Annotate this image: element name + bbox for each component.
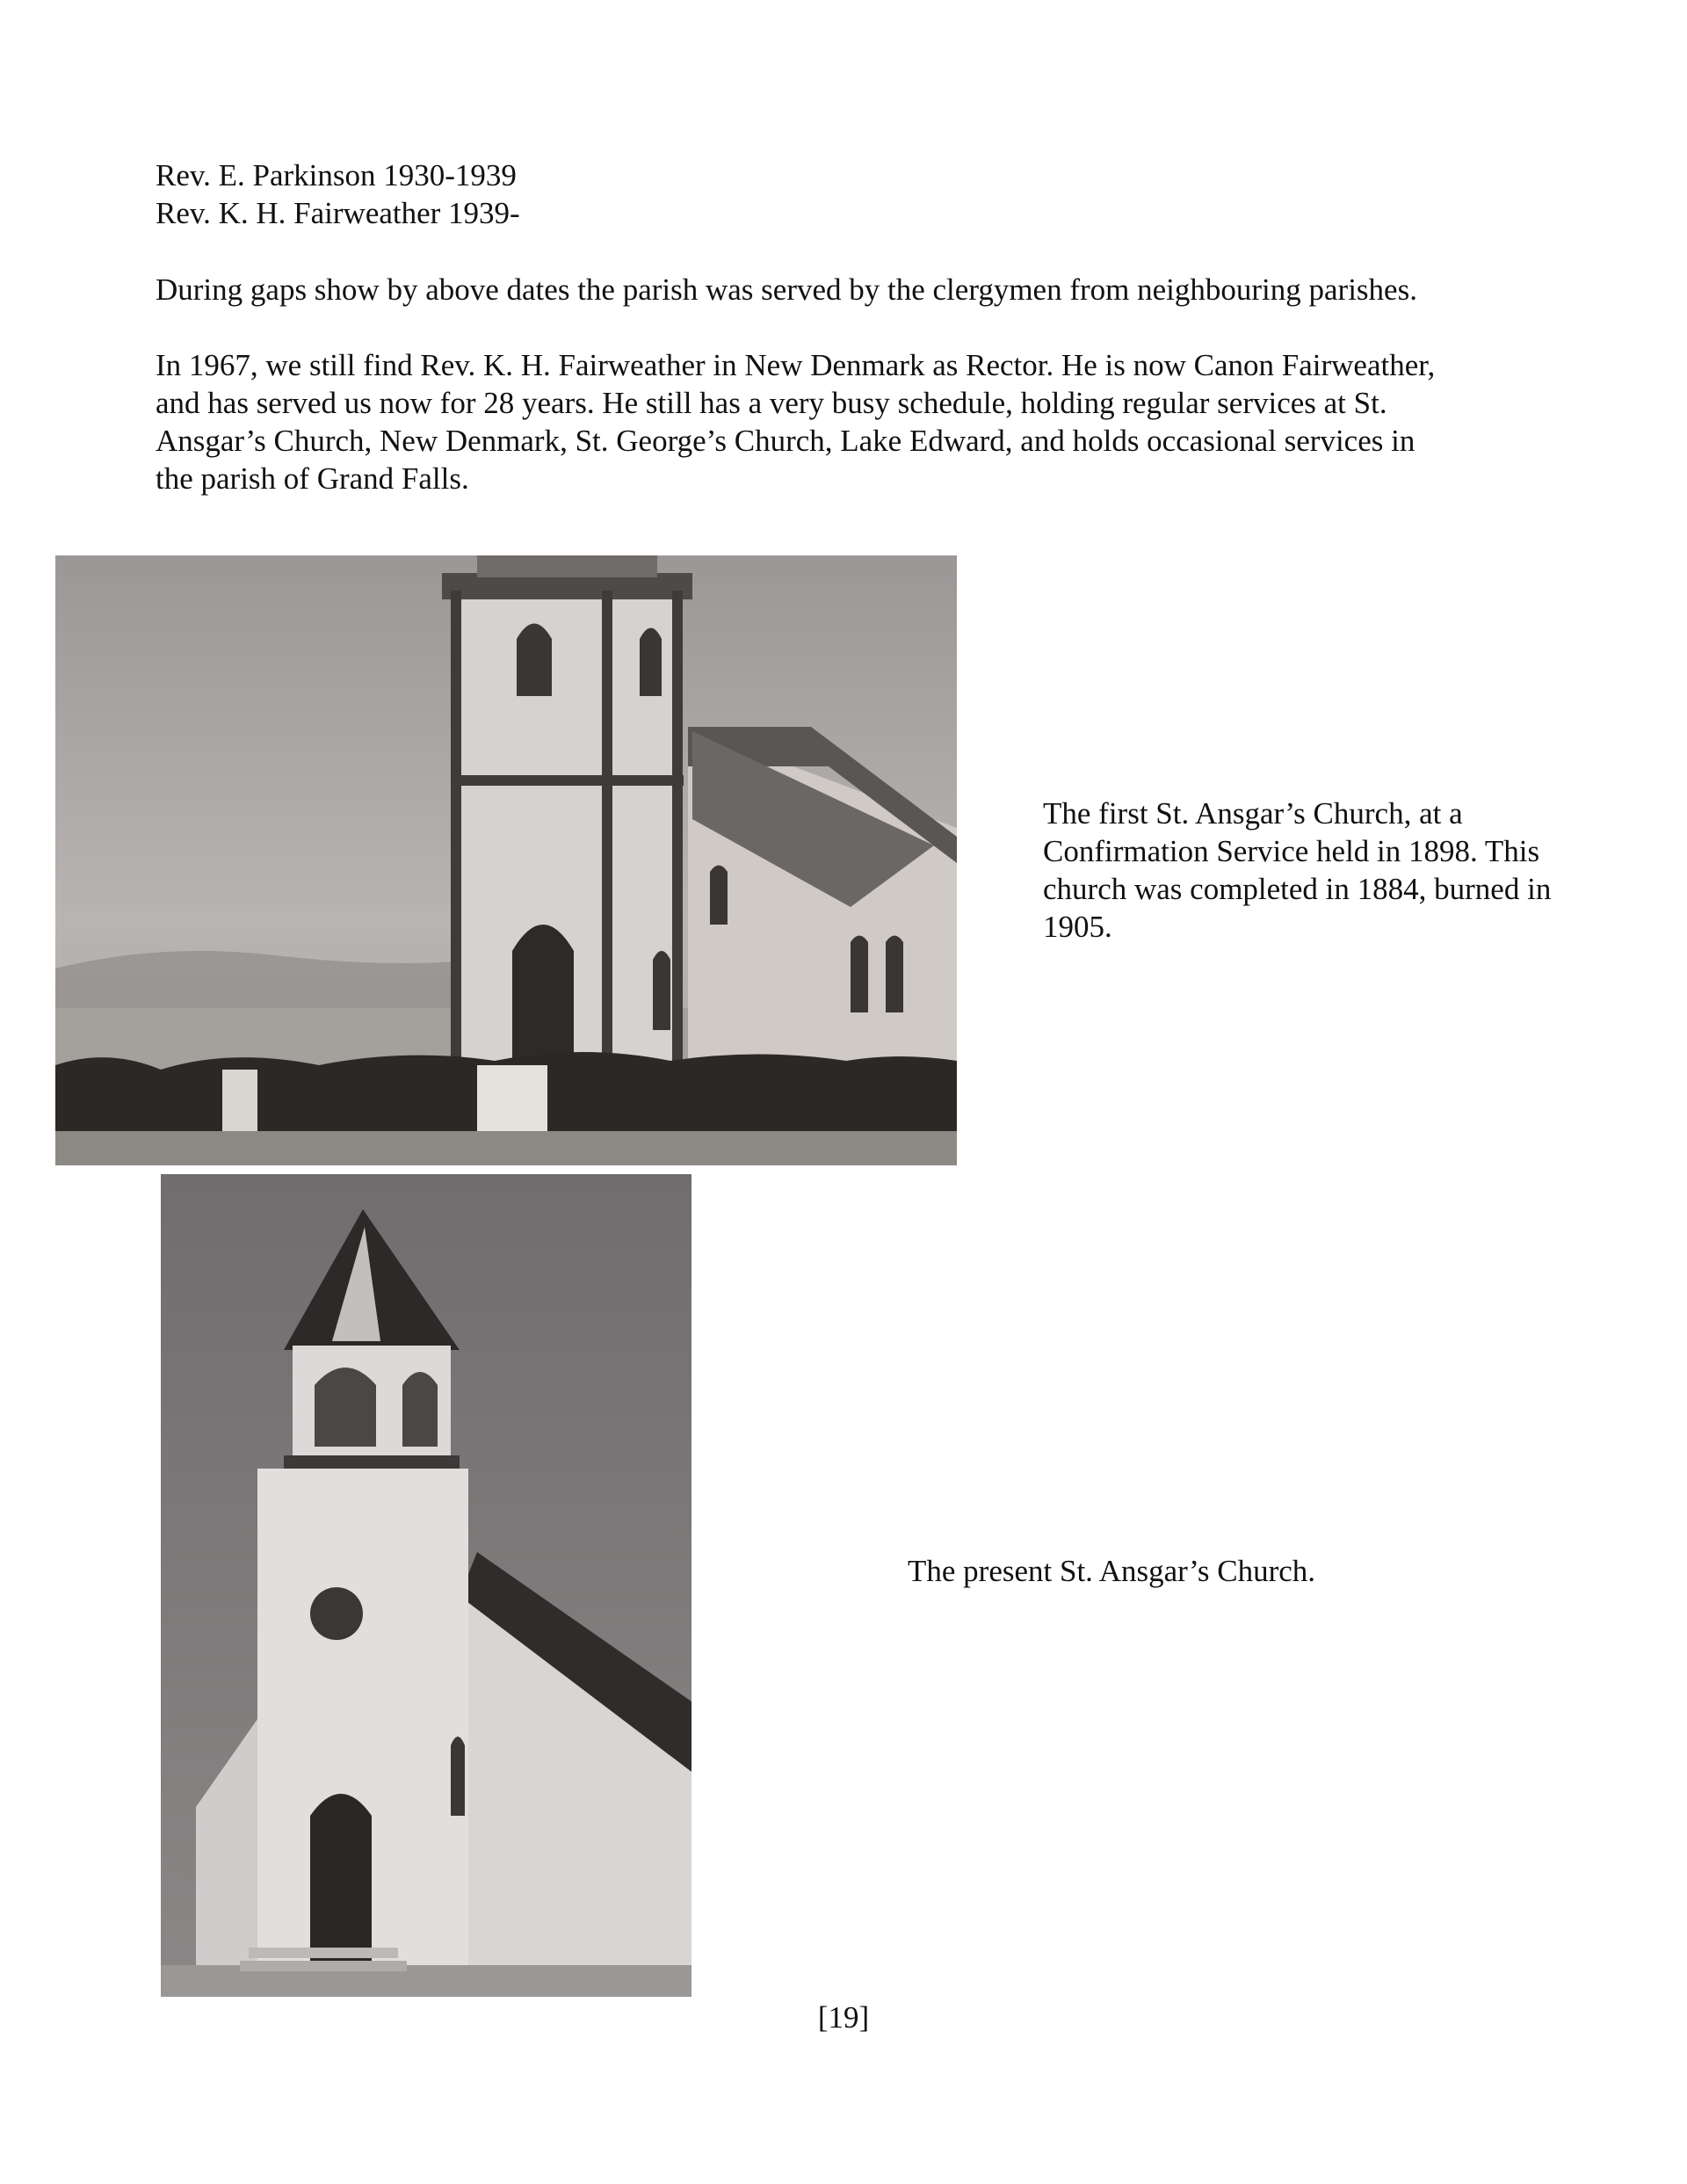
paragraph-text: During gaps show by above dates the parish was served by the clergymen from neighbouring parishes. (156, 272, 1417, 307)
present-church-illustration (161, 1174, 691, 1997)
present-church-photo (161, 1174, 691, 1997)
paragraph-text: In 1967, we still find Rev. K. H. Fairweather in New Denmark as Rector. He is now Canon Fairweather, and has served us now for 28 years. He still has a very busy schedule, holding regular services at St. Ansgar’s Church, New Denmark, St. George’s Church, Lake Edward, and holds occasional services in the parish of Grand Falls. (156, 348, 1436, 496)
paragraph-rector-1967 (156, 346, 1456, 497)
page-number: [19] (817, 2000, 870, 2035)
clergy-line: Rev. K. H. Fairweather 1939- (156, 196, 520, 230)
clergy-line: Rev. E. Parkinson 1930-1939 (156, 158, 517, 192)
first-church-caption: The first St. Ansgar’s Church, at a Confirmation Service held in 1898. This church was completed in 1884, burned in 1905. (1043, 796, 1552, 944)
first-church-illustration (55, 555, 957, 1165)
clergy-list (156, 156, 1526, 232)
present-church-caption: The present St. Ansgar’s Church. (908, 1554, 1316, 1588)
paragraph-gaps (156, 271, 1526, 308)
first-church-photo (55, 555, 957, 1165)
